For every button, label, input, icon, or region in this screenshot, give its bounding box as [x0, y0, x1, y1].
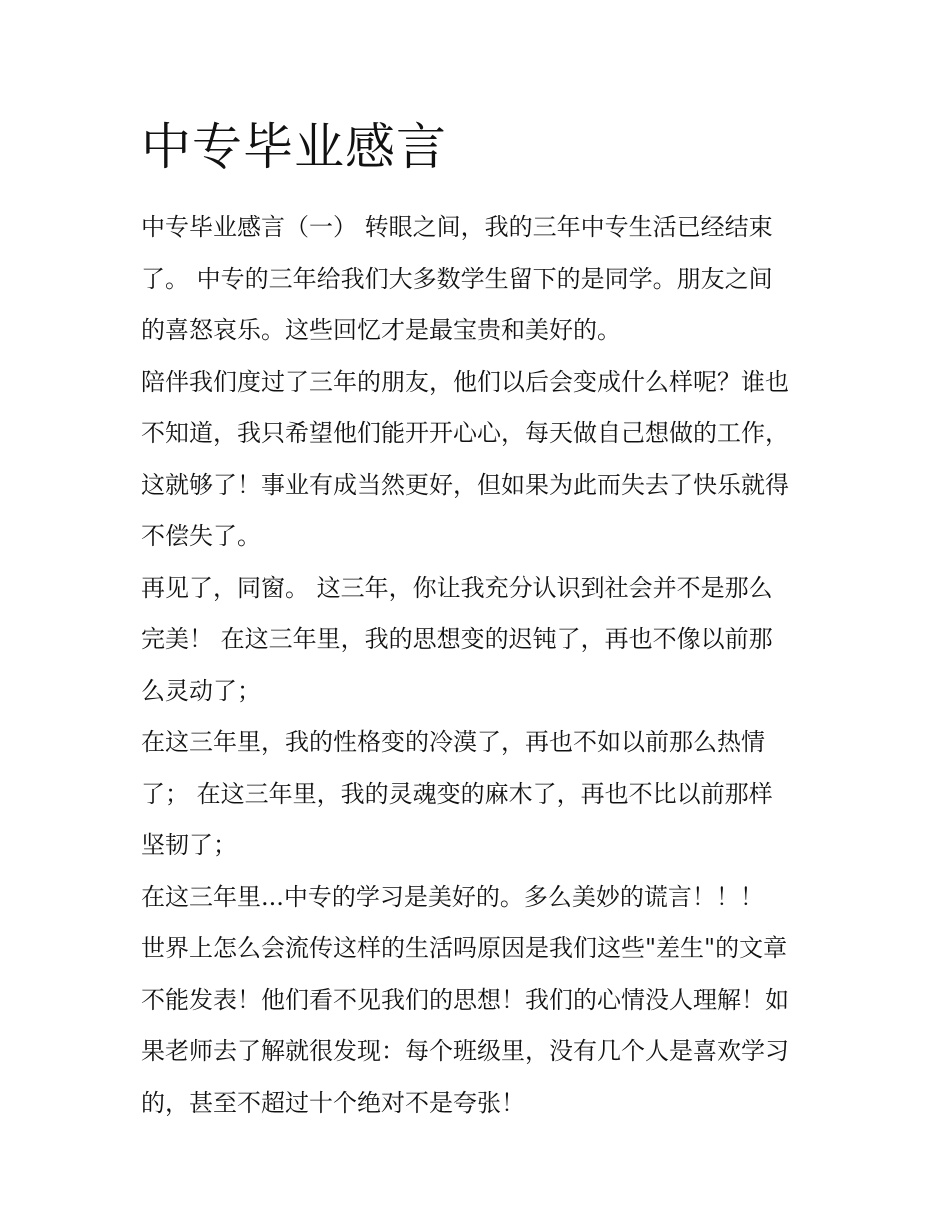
text-line: 中专毕业感言（一） 转眼之间，我的三年中专生活已经结束: [141, 213, 773, 241]
paragraph: [141, 202, 821, 357]
document-body: [141, 202, 821, 1129]
paragraph: [141, 717, 821, 872]
text-line: 果老师去了解就很发现：每个班级里，没有几个人是喜欢学习: [141, 1037, 789, 1065]
text-line: 这就够了！事业有成当然更好，但如果为此而失去了快乐就得: [141, 470, 789, 499]
paragraph: [141, 357, 821, 563]
text-line: 了。 中专的三年给我们大多数学生留下的是同学。朋友之间: [141, 264, 773, 293]
text-line: 不知道，我只希望他们能开开心心，每天做自己想做的工作，: [141, 419, 789, 447]
paragraph: [141, 872, 821, 924]
text-line: 再见了，同窗。 这三年，你让我充分认识到社会并不是那么: [141, 573, 773, 602]
document-title: 中专毕业感言: [141, 118, 447, 176]
text-line: 么灵动了；: [141, 676, 261, 705]
text-line: 的喜怒哀乐。这些回忆才是最宝贵和美好的。: [141, 316, 621, 344]
text-line: 世界上怎么会流传这样的生活吗原因是我们这些"差生"的文章: [141, 934, 788, 962]
text-line: 了； 在这三年里，我的灵魂变的麻木了，再也不比以前那样: [141, 779, 773, 808]
text-line: 坚韧了；: [141, 831, 237, 859]
text-line: 的，甚至不超过十个绝对不是夸张！: [141, 1088, 525, 1117]
text-line: 在这三年里，我的性格变的冷漠了，再也不如以前那么热情: [141, 728, 765, 756]
paragraph: [141, 923, 821, 1129]
paragraph: [141, 563, 821, 718]
text-line: 不偿失了。: [141, 522, 261, 550]
document-page: [141, 112, 821, 1129]
text-line: 完美！ 在这三年里，我的思想变的迟钝了，再也不像以前那: [141, 625, 773, 653]
text-line: 陪伴我们度过了三年的朋友，他们以后会变成什么样呢？谁也: [141, 367, 789, 396]
text-line: 不能发表！他们看不见我们的思想！我们的心情没人理解！如: [141, 985, 789, 1014]
text-line: 在这三年里...中专的学习是美好的。多么美妙的谎言！！！: [141, 882, 764, 911]
